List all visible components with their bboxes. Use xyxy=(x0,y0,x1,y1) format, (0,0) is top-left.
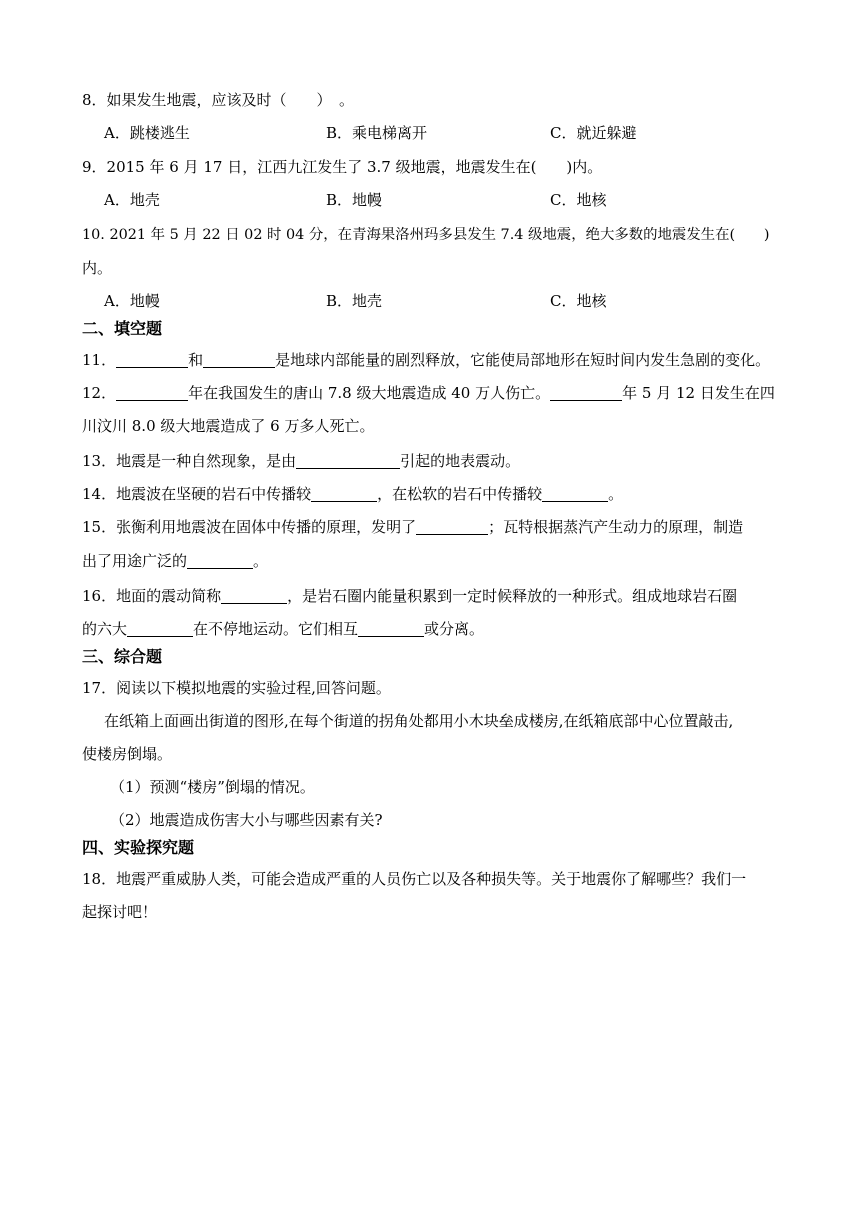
question-text: 16．地面的震动简称 xyxy=(82,587,222,605)
answer-blank[interactable] xyxy=(221,587,287,604)
question-text: ；瓦特根据蒸汽产生动力的原理，制造 xyxy=(488,518,744,536)
answer-blank[interactable] xyxy=(550,384,622,401)
question-11 xyxy=(82,349,782,371)
question-text: 13．地震是一种自然现象，是由 xyxy=(82,452,297,470)
section-heading-fill-in: 二、填空题 xyxy=(82,319,163,338)
question-text: 。 xyxy=(608,485,624,503)
answer-blank[interactable] xyxy=(203,351,275,368)
question-text: 如果发生地震，应该及时（ ） 。 xyxy=(106,91,355,109)
question-text: 是地球内部能量的剧烈释放，它能使局部地形在短时间内发生急剧的变化。 xyxy=(275,351,771,369)
answer-blank[interactable] xyxy=(127,620,193,637)
option-a[interactable]: A．跳楼逃生 xyxy=(104,124,190,142)
question-17-sub-2: （2）地震造成伤害大小与哪些因素有关? xyxy=(110,811,383,829)
answer-blank[interactable] xyxy=(187,552,253,569)
question-13 xyxy=(82,450,782,472)
question-10-line-1: 10. 2021 年 5 月 22 日 02 时 04 分，在青海果洛州玛多县发生 7.4 级地震，绝大多数的地震发生在( ) xyxy=(82,227,770,243)
question-number: 9． xyxy=(82,158,107,176)
question-text: ，是岩石圈内能量积累到一定时候释放的一种形式。组成地球岩石圈 xyxy=(287,587,738,605)
option-a[interactable]: A．地幔 xyxy=(104,292,160,310)
answer-blank[interactable] xyxy=(116,351,188,368)
option-c[interactable]: C．就近躲避 xyxy=(550,124,637,142)
question-8 xyxy=(82,89,782,111)
question-17: 17．阅读以下模拟地震的实验过程,回答问题。 xyxy=(82,679,391,697)
question-text: 在不停地运动。它们相互 xyxy=(193,620,359,638)
question-number: 11． xyxy=(82,351,117,369)
option-c[interactable]: C．地核 xyxy=(550,292,607,310)
question-text: 2015 年 6 月 17 日，江西九江发生了 3.7 级地震，地震发生在( )内。 xyxy=(106,158,603,176)
question-text: 14．地震波在坚硬的岩石中传播较 xyxy=(82,485,312,503)
question-text: 和 xyxy=(188,351,204,369)
question-17-sub-1: （1）预测“楼房”倒塌的情况。 xyxy=(110,778,315,796)
question-15-line-1 xyxy=(82,516,782,538)
answer-blank[interactable] xyxy=(296,452,400,469)
question-17-paragraph-2: 使楼房倒塌。 xyxy=(82,745,173,763)
question-12-line-2: 川汶川 8.0 级大地震造成了 6 万多人死亡。 xyxy=(82,417,375,435)
answer-blank[interactable] xyxy=(416,518,488,535)
question-text: 引起的地表震动。 xyxy=(400,452,521,470)
question-10-line-2: 内。 xyxy=(82,259,113,277)
question-16-line-1 xyxy=(82,585,782,607)
answer-blank[interactable] xyxy=(116,384,188,401)
question-text: 。 xyxy=(253,552,269,570)
question-17-paragraph-1: 在纸箱上面画出街道的图形,在每个街道的拐角处都用小木块垒成楼房,在纸箱底部中心位置敲击, xyxy=(104,712,734,730)
question-text: 出了用途广泛的 xyxy=(82,552,188,570)
question-text: 的六大 xyxy=(82,620,128,638)
section-heading-comprehensive: 三、综合题 xyxy=(82,647,163,666)
question-text: 15．张衡利用地震波在固体中传播的原理，发明了 xyxy=(82,518,417,536)
question-number: 8． xyxy=(82,91,107,109)
answer-blank[interactable] xyxy=(311,485,377,502)
question-18-line-1: 18．地震严重威胁人类，可能会造成严重的人员伤亡以及各种损失等。关于地震你了解哪些？我们一 xyxy=(82,870,747,888)
option-c[interactable]: C．地核 xyxy=(550,191,607,209)
question-16-line-2 xyxy=(82,618,782,640)
question-18-line-2: 起探讨吧！ xyxy=(82,903,158,921)
answer-blank[interactable] xyxy=(542,485,608,502)
option-b[interactable]: B．乘电梯离开 xyxy=(326,124,428,142)
question-text: ，在松软的岩石中传播较 xyxy=(377,485,543,503)
section-heading-experiment: 四、实验探究题 xyxy=(82,838,195,857)
question-text: 或分离。 xyxy=(424,620,485,638)
question-text: 年 5 月 12 日发生在四 xyxy=(622,384,775,402)
question-text: 年在我国发生的唐山 7.8 级大地震造成 40 万人伤亡。 xyxy=(188,384,551,402)
question-14 xyxy=(82,483,782,505)
option-b[interactable]: B．地壳 xyxy=(326,292,383,310)
option-b[interactable]: B．地幔 xyxy=(326,191,383,209)
question-number: 12． xyxy=(82,384,117,402)
question-9 xyxy=(82,156,782,178)
question-12-line-1 xyxy=(82,382,782,404)
option-a[interactable]: A．地壳 xyxy=(104,191,160,209)
question-15-line-2 xyxy=(82,550,782,572)
answer-blank[interactable] xyxy=(358,620,424,637)
